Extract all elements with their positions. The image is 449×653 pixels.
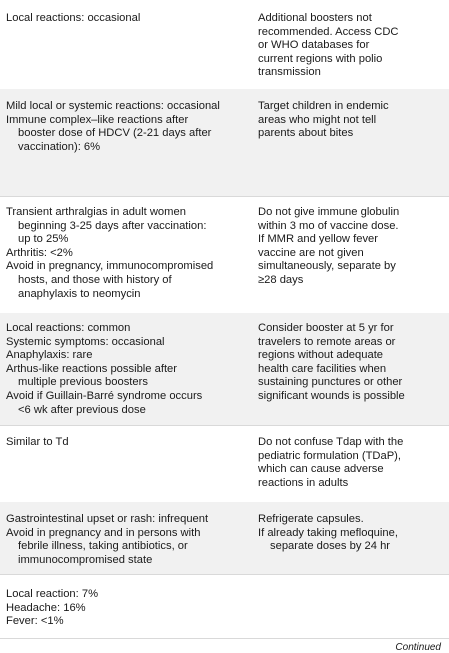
cell-text-line: vaccination): 6%: [18, 140, 101, 153]
cell-text-line: areas who might not tell: [258, 113, 377, 126]
cell-text-line: up to 25%: [18, 233, 69, 246]
cell-text-line: recommended. Access CDC: [258, 25, 399, 38]
cell-text-line: Mild local or systemic reactions: occasional: [6, 100, 220, 112]
table-row: [0, 89, 449, 197]
cell-text-line: within 3 mo of vaccine dose.: [258, 219, 399, 232]
cell-text-line: Similar to Td: [6, 436, 69, 448]
comments-cell: [258, 322, 444, 404]
adverse-effects-cell: [6, 436, 244, 450]
cell-text-line: sustaining punctures or other: [258, 376, 403, 389]
cell-text-line: separate doses by 24 hr: [270, 540, 391, 553]
adverse-effects-cell: [6, 322, 244, 417]
cell-text-line: vaccine are not given: [258, 246, 364, 259]
cell-text-line: Refrigerate capsules.: [258, 513, 364, 525]
cell-text-line: Avoid in pregnancy and in persons with: [6, 526, 201, 539]
cell-text-line: regions without adequate: [258, 349, 384, 362]
cell-text-line: If MMR and yellow fever: [258, 233, 378, 246]
table-row: [0, 0, 449, 90]
cell-text-line: reactions in adults: [258, 476, 349, 489]
cell-text-line: Transient arthralgias in adult women: [6, 206, 186, 218]
comments-cell: [258, 513, 444, 554]
adverse-effects-cell: [6, 100, 244, 154]
cell-text-line: Arthus-like reactions possible after: [6, 362, 177, 375]
cell-text-line: hosts, and those with history of: [18, 273, 172, 286]
cell-text-line: immunocompromised state: [18, 553, 153, 566]
cell-text-line: Local reactions: common: [6, 322, 131, 334]
cell-text-line: Do not give immune globulin: [258, 206, 400, 218]
cell-text-line: Do not confuse Tdap with the: [258, 436, 404, 448]
cell-text-line: booster dose of HDCV (2-21 days after: [18, 127, 212, 140]
table-row: [0, 574, 449, 639]
cell-text-line: transmission: [258, 66, 321, 79]
adverse-effects-cell: [6, 513, 244, 567]
cell-text-line: parents about bites: [258, 127, 354, 140]
comments-cell: [258, 100, 444, 141]
cell-text-line: Additional boosters not: [258, 12, 372, 24]
cell-text-line: Headache: 16%: [6, 601, 86, 614]
adverse-effects-cell: [6, 206, 244, 301]
cell-text-line: Immune complex–like reactions after: [6, 113, 189, 126]
cell-text-line: current regions with polio: [258, 52, 383, 65]
cell-text-line: Fever: <1%: [6, 615, 64, 628]
cell-text-line: Arthritis: <2%: [6, 246, 73, 259]
cell-text-line: travelers to remote areas or: [258, 335, 396, 348]
cell-text-line: health care facilities when: [258, 362, 387, 375]
table-row: [0, 313, 449, 426]
comments-cell: [258, 206, 444, 288]
cell-text-line: <6 wk after previous dose: [18, 403, 146, 416]
cell-text-line: Anaphylaxis: rare: [6, 349, 93, 362]
cell-text-line: pediatric formulation (TDaP),: [258, 449, 402, 462]
table-row: [0, 196, 449, 314]
cell-text-line: anaphylaxis to neomycin: [18, 287, 141, 300]
cell-text-line: If already taking mefloquine,: [258, 526, 398, 539]
cell-text-line: Local reactions: occasional: [6, 12, 141, 24]
cell-text-line: multiple previous boosters: [18, 376, 148, 389]
adverse-effects-cell: [6, 12, 244, 26]
cell-text-line: febrile illness, taking antibiotics, or: [18, 540, 188, 553]
cell-text-line: Gastrointestinal upset or rash: infrequent: [6, 513, 209, 525]
cell-text-line: Avoid if Guillain-Barré syndrome occurs: [6, 389, 203, 402]
continued-label: Continued: [395, 642, 441, 653]
comments-cell: [258, 12, 444, 80]
comments-cell: [258, 436, 444, 490]
cell-text-line: significant wounds is possible: [258, 389, 405, 402]
cell-text-line: or WHO databases for: [258, 39, 370, 52]
cell-text-line: simultaneously, separate by: [258, 260, 396, 273]
cell-text-line: Consider booster at 5 yr for: [258, 322, 394, 334]
table-row: [0, 502, 449, 575]
cell-text-line: Local reaction: 7%: [6, 588, 99, 600]
cell-text-line: Target children in endemic: [258, 100, 389, 112]
cell-text-line: beginning 3-25 days after vaccination:: [18, 219, 207, 232]
cell-text-line: which can cause adverse: [258, 463, 384, 476]
cell-text-line: Avoid in pregnancy, immunocompromised: [6, 260, 214, 273]
cell-text-line: Systemic symptoms: occasional: [6, 335, 165, 348]
adverse-effects-cell: [6, 588, 244, 629]
table-row: [0, 425, 449, 503]
cell-text-line: ≥28 days: [258, 273, 304, 286]
